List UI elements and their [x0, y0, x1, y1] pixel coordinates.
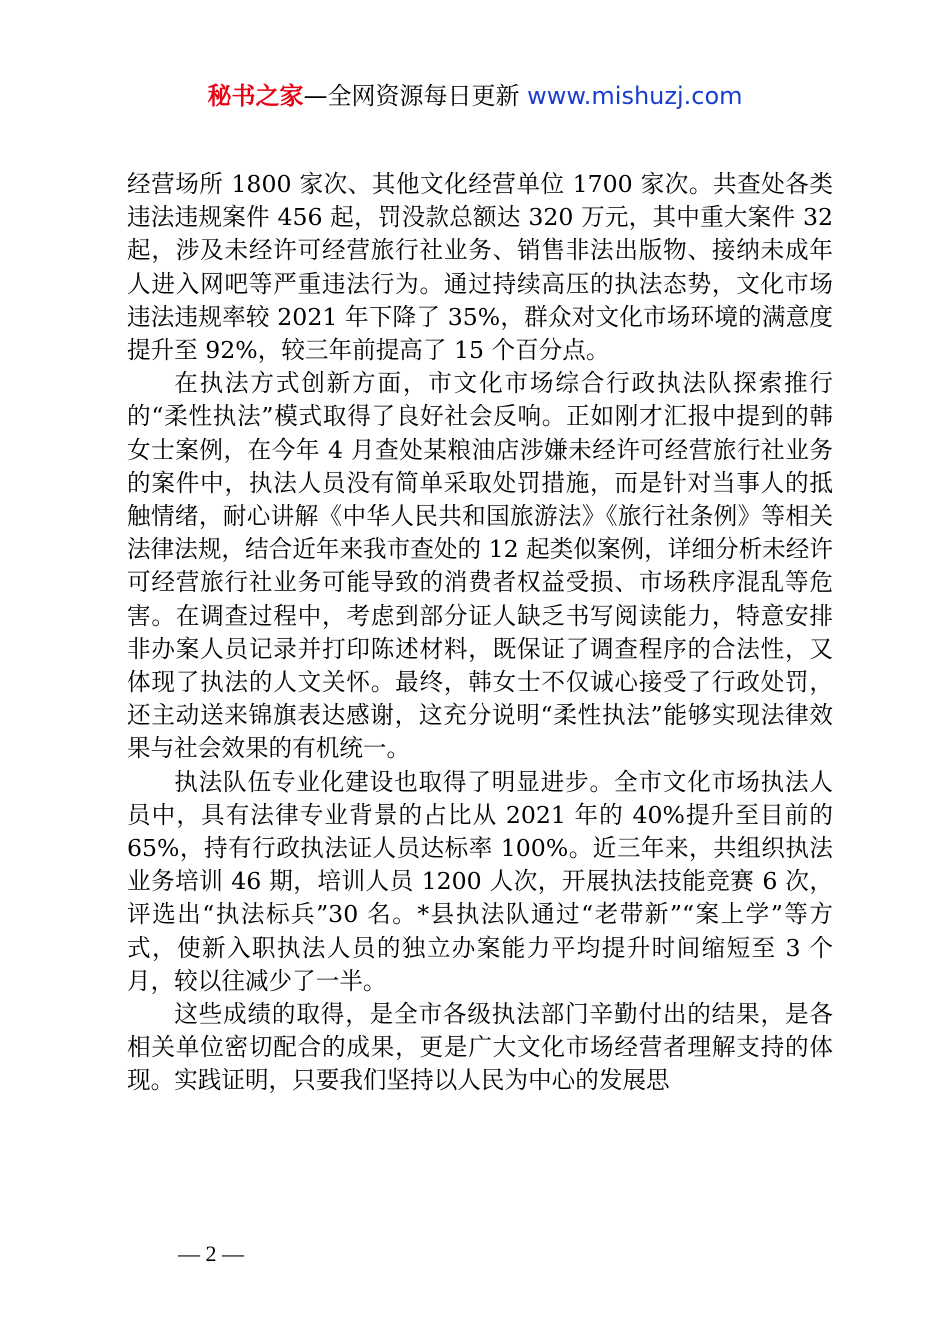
page-number: — 2 — [178, 1241, 244, 1266]
document-body [127, 168, 833, 1098]
site-brand: 秘书之家 [207, 82, 304, 110]
site-url-link[interactable]: www.mishuzj.com [527, 82, 743, 110]
site-header [0, 78, 950, 114]
paragraph-1: 经营场所 1800 家次、其他文化经营单位 1700 家次。共查处各类违法违规案件 456 起，罚没款总额达 320 万元，其中重大案件 32 起，涉及未经许可经营旅行社业务、销售非法出版物、接纳未成年人进入网吧等严重违法行为。通过持续高压的执法态势，文化市场违法违规率较 2021 年下降了 35%，群众对文化市场环境的满意度提升至 92%，较三年前提高了 15 个百分点。 [127, 170, 833, 365]
site-tagline: —全网资源每日更新 [303, 82, 528, 110]
paragraph-4: 这些成绩的取得，是全市各级执法部门辛勤付出的结果，是各相关单位密切配合的成果，更是广大文化市场经营者理解支持的体现。实践证明，只要我们坚持以人民为中心的发展思 [127, 1000, 833, 1095]
paragraph-2: 在执法方式创新方面，市文化市场综合行政执法队探索推行的“柔性执法”模式取得了良好社会反响。正如刚才汇报中提到的韩女士案例，在今年 4 月查处某粮油店涉嫌未经许可经营旅行社业务的案件中，执法人员没有简单采取处罚措施，而是针对当事人的抵触情绪，耐心讲解《中华人民共和国旅游法》《旅行社条例》等相关法律法规，结合近年来我市查处的 12 起类似案例，详细分析未经许可经营旅行社业务可能导致的消费者权益受损、市场秩序混乱等危害。在调查过程中，考虑到部分证人缺乏书写阅读能力，特意安排非办案人员记录并打印陈述材料，既保证了调查程序的合法性，又体现了执法的人文关怀。最终，韩女士不仅诚心接受了行政处罚，还主动送来锦旗表达感谢，这充分说明“柔性执法”能够实现法律效果与社会效果的有机统一。 [127, 369, 833, 763]
paragraph-3: 执法队伍专业化建设也取得了明显进步。全市文化市场执法人员中，具有法律专业背景的占比从 2021 年的 40%提升至目前的 65%，持有行政执法证人员达标率 100%。近三年来，共组织执法业务培训 46 期，培训人员 1200 人次，开展执法技能竞赛 6 次，评选出“执法标兵”30 名。*县执法队通过“老带新”“案上学”等方式，使新入职执法人员的独立办案能力平均提升时间缩短至 3 个月，较以往减少了一半。 [127, 767, 833, 995]
